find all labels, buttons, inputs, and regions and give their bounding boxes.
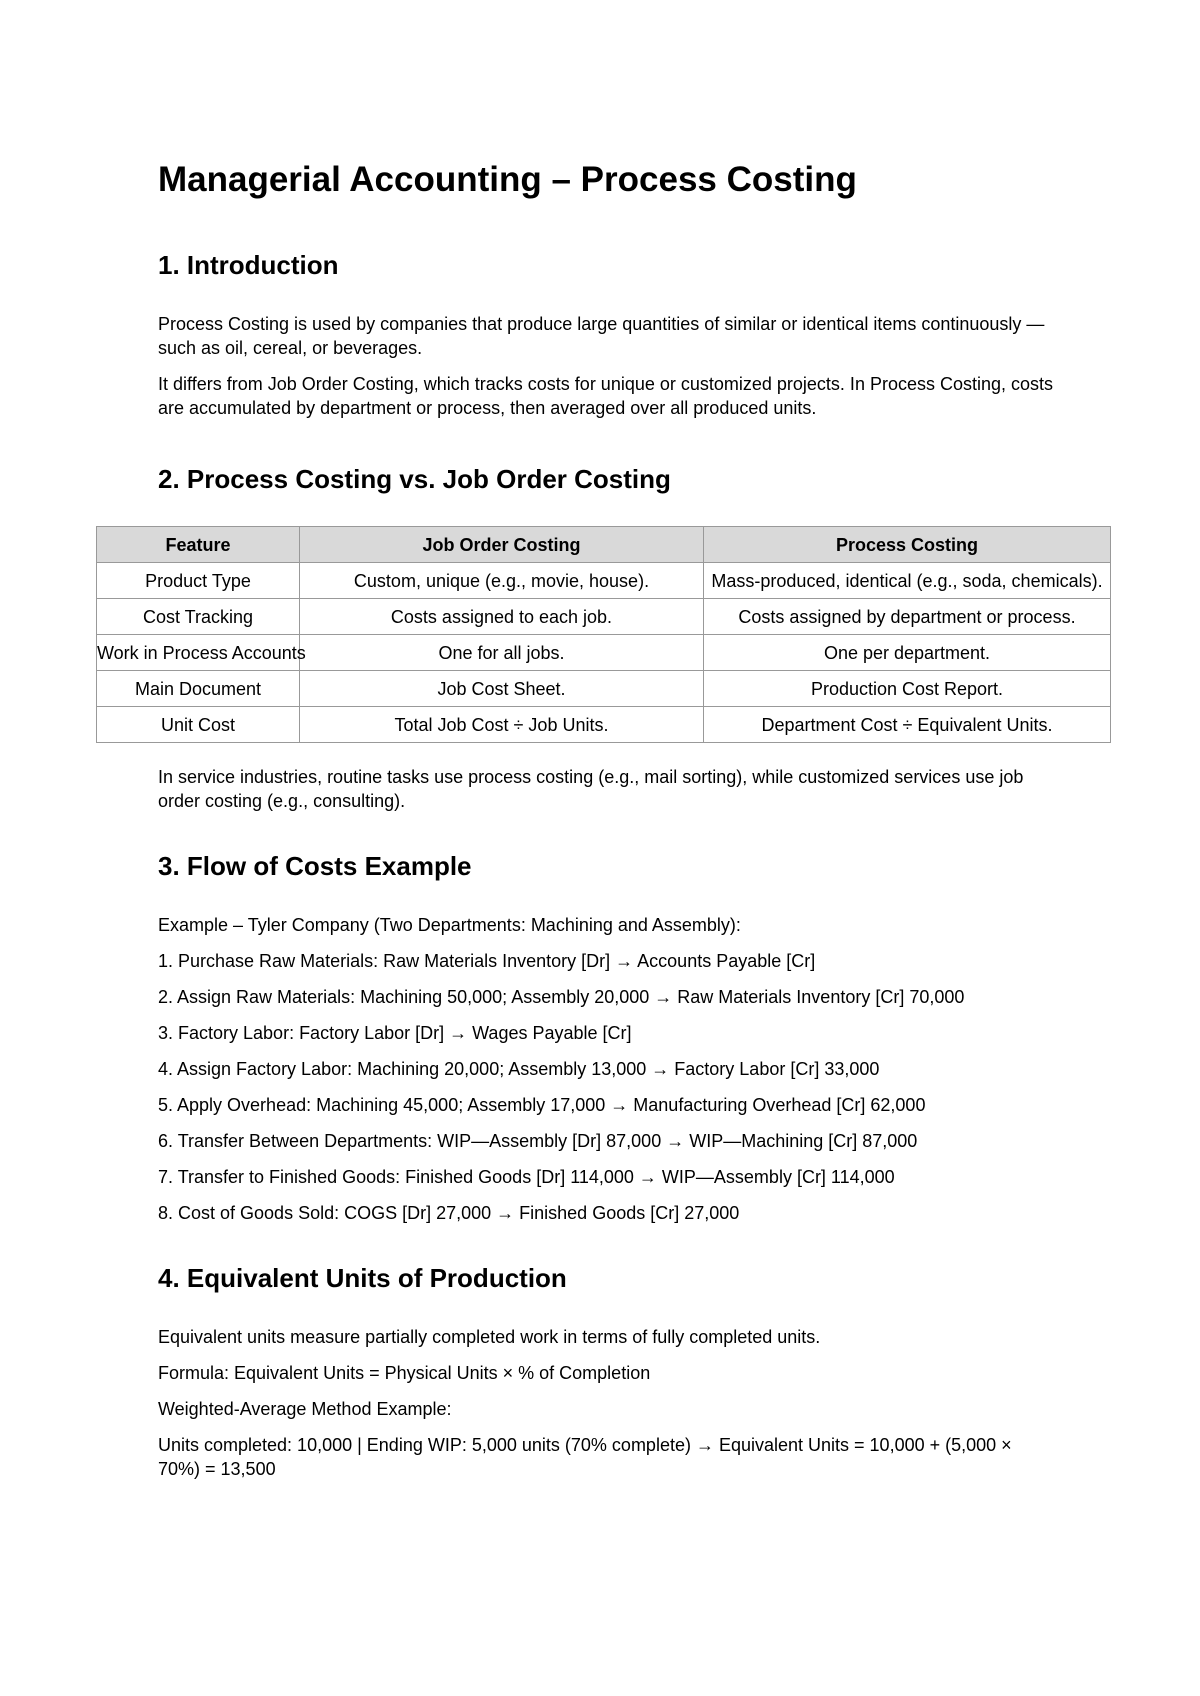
table-cell: Costs assigned to each job. [300,599,704,635]
comparison-table [96,526,1111,743]
section-heading: 1. Introduction [158,250,339,280]
section-introduction [158,248,1058,420]
paragraph: Process Costing is used by companies that produce large quantities of similar or identical items continuously — such as oil, cereal, or beverages. [158,314,1045,358]
table-cell: Costs assigned by department or process. [704,599,1111,635]
list-item: 8. Cost of Goods Sold: COGS [Dr] 27,000 → Finished Goods [Cr] 27,000 [158,1203,740,1223]
list-item: 6. Transfer Between Departments: WIP—Assembly [Dr] 87,000 → WIP—Machining [Cr] 87,000 [158,1131,918,1151]
paragraph: In service industries, routine tasks use process costing (e.g., mail sorting), while customized services use job order costing (e.g., consulting). [158,767,1024,811]
table-row [97,671,1111,707]
table-cell: One per department. [704,635,1111,671]
list-item: 3. Factory Labor: Factory Labor [Dr] → Wages Payable [Cr] [158,1023,632,1043]
column-header: Process Costing [704,527,1111,563]
list-item: 2. Assign Raw Materials: Machining 50,000; Assembly 20,000 → Raw Materials Inventory [Cr] 70,000 [158,987,965,1007]
document-body [97,158,1103,1517]
table-cell: Total Job Cost ÷ Job Units. [300,707,704,743]
paragraph: Equivalent units measure partially completed work in terms of fully completed units. [158,1327,821,1347]
table-row [97,707,1111,743]
section-heading: 4. Equivalent Units of Production [158,1263,567,1293]
example-calculation: Units completed: 10,000 | Ending WIP: 5,000 units (70% complete) → Equivalent Units = 10,000 + (5,000 × 70%) = 13,500 [158,1435,1012,1479]
table-row [97,599,1111,635]
paragraph: Example – Tyler Company (Two Departments: Machining and Assembly): [158,915,741,935]
paragraph: It differs from Job Order Costing, which tracks costs for unique or customized projects. In Process Costing, costs are accumulated by department or process, then averaged over all produced units. [158,374,1054,418]
paragraph: Weighted-Average Method Example: [158,1399,452,1419]
column-header: Job Order Costing [300,527,704,563]
table-row [97,563,1111,599]
table-cell: Unit Cost [97,707,300,743]
section-flow-of-costs [158,849,1058,1225]
table-cell: Mass-produced, identical (e.g., soda, chemicals). [704,563,1111,599]
formula: Formula: Equivalent Units = Physical Units × % of Completion [158,1363,651,1383]
table-cell: Custom, unique (e.g., movie, house). [300,563,704,599]
section-heading: 3. Flow of Costs Example [158,851,472,881]
column-header: Feature [97,527,300,563]
table-cell: Cost Tracking [97,599,300,635]
table-cell: Work in Process Accounts [97,635,300,671]
table-cell: Product Type [97,563,300,599]
document-title: Managerial Accounting – Process Costing [158,160,857,199]
table-cell: Job Cost Sheet. [300,671,704,707]
list-item: 5. Apply Overhead: Machining 45,000; Assembly 17,000 → Manufacturing Overhead [Cr] 62,000 [158,1095,926,1115]
list-item: 1. Purchase Raw Materials: Raw Materials Inventory [Dr] → Accounts Payable [Cr] [158,951,816,971]
table-cell: Department Cost ÷ Equivalent Units. [704,707,1111,743]
section-equivalent-units [158,1261,1058,1481]
table-cell: Production Cost Report. [704,671,1111,707]
section-heading: 2. Process Costing vs. Job Order Costing [158,464,671,494]
table-row [97,635,1111,671]
journal-steps-list [158,913,1058,1225]
section-comparison [97,462,1103,813]
table-cell: Main Document [97,671,300,707]
table-header-row [97,527,1111,563]
table-cell: One for all jobs. [300,635,704,671]
list-item: 7. Transfer to Finished Goods: Finished Goods [Dr] 114,000 → WIP—Assembly [Cr] 114,000 [158,1167,895,1187]
list-item: 4. Assign Factory Labor: Machining 20,000; Assembly 13,000 → Factory Labor [Cr] 33,000 [158,1059,880,1079]
